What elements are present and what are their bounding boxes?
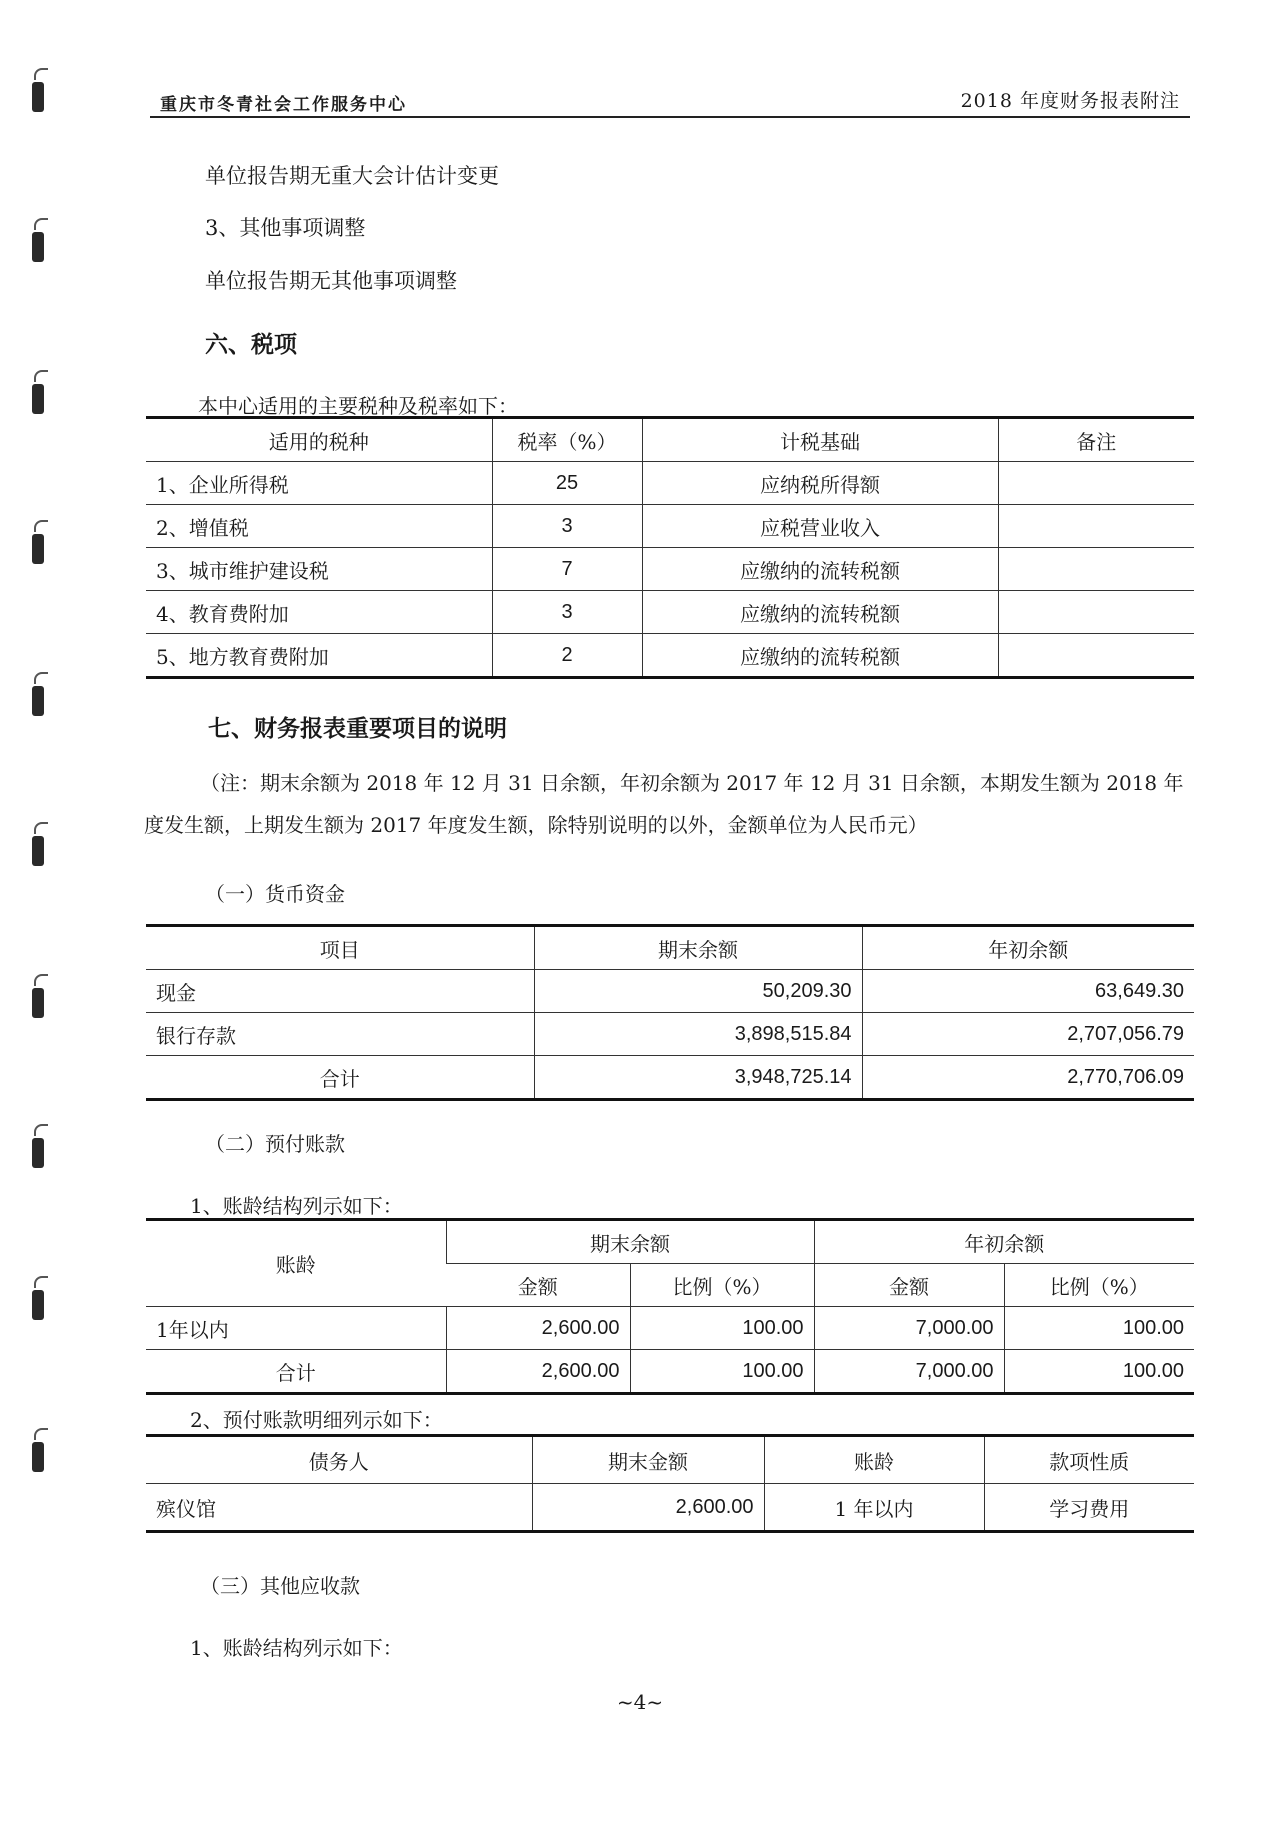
binder-clip-icon [30, 520, 46, 566]
tax-rate: 25 [492, 462, 642, 505]
tax-remark [998, 548, 1194, 591]
item3-title: 3、其他事项调整 [205, 216, 366, 240]
table-row [146, 462, 1194, 505]
other-recv-aging-title: 1、账龄结构列示如下： [190, 1636, 403, 1660]
tax-table [146, 416, 1194, 679]
cash-total-begin: 2,770,706.09 [862, 1056, 1194, 1100]
tax-name: 3、城市维护建设税 [146, 548, 492, 591]
binder-clip-icon [30, 370, 46, 416]
tax-intro: 本中心适用的主要税种及税率如下： [198, 394, 518, 418]
aging-bucket: 1年以内 [146, 1307, 446, 1350]
table-total-row [146, 1350, 1194, 1394]
table-header: 款项性质 [984, 1436, 1194, 1484]
cash-title: （一）货币资金 [205, 882, 345, 906]
page-number: ~4~ [616, 1690, 664, 1714]
table-header: 期末金额 [532, 1436, 764, 1484]
tax-name: 4、教育费附加 [146, 591, 492, 634]
cash-table [146, 924, 1194, 1101]
table-row [146, 1013, 1194, 1056]
prepaid-detail-table [146, 1434, 1194, 1533]
prepaid-title: （二）预付账款 [205, 1132, 345, 1156]
binder-clip-icon [30, 1276, 46, 1322]
tax-remark [998, 634, 1194, 678]
prepaid-aging-title: 1、账龄结构列示如下： [190, 1194, 403, 1218]
table-header: 项目 [146, 926, 534, 970]
table-header: 计税基础 [642, 418, 998, 462]
debtor-aging: 1 年以内 [764, 1484, 984, 1532]
tax-basis: 应缴纳的流转税额 [642, 591, 998, 634]
cash-total-end: 3,948,725.14 [534, 1056, 862, 1100]
table-row [146, 970, 1194, 1013]
table-header-row [146, 1220, 1194, 1264]
header-org: 重庆市冬青社会工作服务中心 [160, 95, 407, 115]
table-header: 适用的税种 [146, 418, 492, 462]
binder-clip-icon [30, 822, 46, 868]
table-row [146, 548, 1194, 591]
table-header: 债务人 [146, 1436, 532, 1484]
tax-name: 1、企业所得税 [146, 462, 492, 505]
aging-begin-ratio: 100.00 [1004, 1307, 1194, 1350]
binder-clip-icon [30, 974, 46, 1020]
item3-note: 单位报告期无其他事项调整 [205, 269, 457, 293]
aging-end-ratio: 100.00 [630, 1307, 814, 1350]
tax-name: 2、增值税 [146, 505, 492, 548]
header-rule [150, 116, 1190, 118]
tax-basis: 应缴纳的流转税额 [642, 634, 998, 678]
table-row [146, 591, 1194, 634]
aging-end-amount: 2,600.00 [446, 1307, 630, 1350]
table-total-row [146, 1056, 1194, 1100]
prepaid-aging-table [146, 1218, 1194, 1395]
table-header: 账龄 [764, 1436, 984, 1484]
aging-begin-amount: 7,000.00 [814, 1307, 1004, 1350]
estimate-note: 单位报告期无重大会计估计变更 [205, 164, 499, 188]
aging-total-begin-ratio: 100.00 [1004, 1350, 1194, 1394]
tax-section-title: 六、税项 [205, 331, 297, 358]
tax-basis: 应税营业收入 [642, 505, 998, 548]
table-header-row [146, 926, 1194, 970]
table-header: 税率（%） [492, 418, 642, 462]
tax-rate: 3 [492, 505, 642, 548]
table-header: 比例（%） [630, 1264, 814, 1307]
header-doc-title: 2018 年度财务报表附注 [960, 90, 1180, 112]
table-header: 账龄 [146, 1220, 446, 1307]
debtor-name: 殡仪馆 [146, 1484, 532, 1532]
debtor-amount: 2,600.00 [532, 1484, 764, 1532]
table-header: 期末余额 [534, 926, 862, 970]
table-row [146, 505, 1194, 548]
table-header-row [146, 418, 1194, 462]
table-row [146, 634, 1194, 678]
binder-clip-icon [30, 672, 46, 718]
table-row [146, 1307, 1194, 1350]
cash-item: 现金 [146, 970, 534, 1013]
cash-total-label: 合计 [146, 1056, 534, 1100]
binder-clip-icon [30, 68, 46, 114]
table-header: 年初余额 [862, 926, 1194, 970]
tax-remark [998, 462, 1194, 505]
table-header: 金额 [814, 1264, 1004, 1307]
aging-total-end-ratio: 100.00 [630, 1350, 814, 1394]
tax-rate: 7 [492, 548, 642, 591]
cash-begin: 63,649.30 [862, 970, 1194, 1013]
tax-basis: 应缴纳的流转税额 [642, 548, 998, 591]
tax-rate: 3 [492, 591, 642, 634]
aging-total-begin-amount: 7,000.00 [814, 1350, 1004, 1394]
table-header: 年初余额 [814, 1220, 1194, 1264]
cash-end: 3,898,515.84 [534, 1013, 862, 1056]
prepaid-detail-title: 2、预付账款明细列示如下： [190, 1408, 443, 1432]
table-header: 金额 [446, 1264, 630, 1307]
binder-clip-icon [30, 1124, 46, 1170]
tax-name: 5、地方教育费附加 [146, 634, 492, 678]
tax-remark [998, 505, 1194, 548]
binder-clip-icon [30, 218, 46, 264]
tax-basis: 应纳税所得额 [642, 462, 998, 505]
binder-clip-icon [30, 1428, 46, 1474]
table-header: 比例（%） [1004, 1264, 1194, 1307]
cash-item: 银行存款 [146, 1013, 534, 1056]
table-header: 期末余额 [446, 1220, 814, 1264]
cash-end: 50,209.30 [534, 970, 862, 1013]
other-recv-title: （三）其他应收款 [200, 1574, 360, 1598]
table-row [146, 1484, 1194, 1532]
sec7-title: 七、财务报表重要项目的说明 [208, 715, 507, 742]
sec7-note: （注：期末余额为 2018 年 12 月 31 日余额，年初余额为 2017 年 12 月 31 日余额，本期发生额为 2018 年度发生额，上期发生额为 2017 年度发生额，除特别说明的以外，金额单位为人民币元） [144, 771, 1184, 837]
table-header-row [146, 1436, 1194, 1484]
debtor-nature: 学习费用 [984, 1484, 1194, 1532]
tax-rate: 2 [492, 634, 642, 678]
aging-total-end-amount: 2,600.00 [446, 1350, 630, 1394]
cash-begin: 2,707,056.79 [862, 1013, 1194, 1056]
table-header: 备注 [998, 418, 1194, 462]
aging-total-label: 合计 [146, 1350, 446, 1394]
tax-remark [998, 591, 1194, 634]
